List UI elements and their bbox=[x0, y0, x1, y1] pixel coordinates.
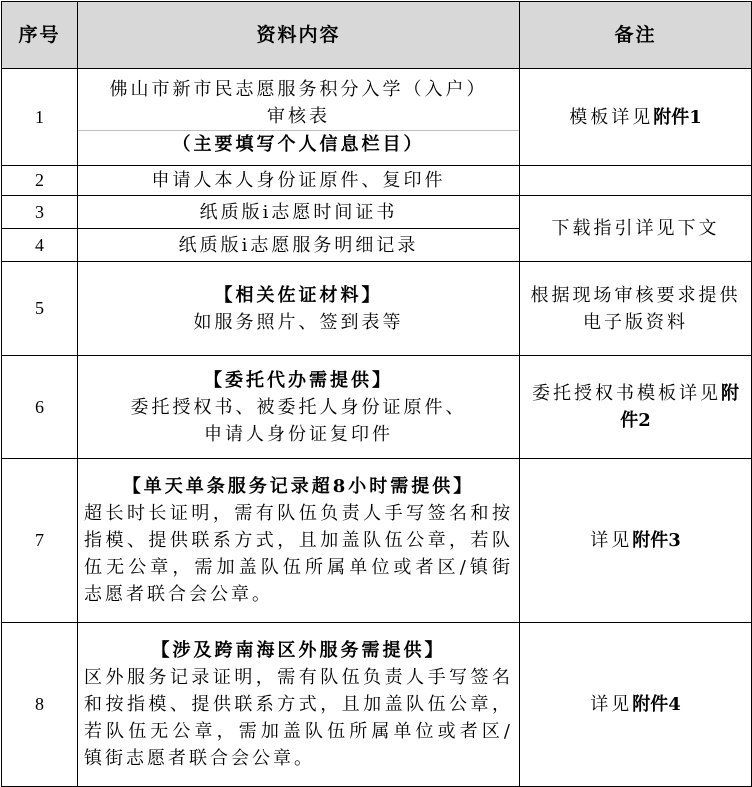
content-paragraph: 超长时长证明，需有队伍负责人手写签名和按指模、提供联系方式，且加盖队伍公章，若队伍无公章，需加盖队伍所属单位或者区/镇街志愿者联合会公章。 bbox=[84, 503, 513, 605]
materials-table bbox=[1, 1, 752, 787]
row-note bbox=[520, 166, 752, 196]
row-content bbox=[78, 459, 520, 623]
content-bold-line: 【单天单条服务记录超8小时需提供】 bbox=[122, 476, 475, 497]
row-content bbox=[78, 69, 520, 166]
row-number: 6 bbox=[2, 356, 78, 459]
table-row bbox=[2, 459, 752, 623]
row-note bbox=[520, 69, 752, 166]
content-bold-line: 【相关佐证材料】 bbox=[214, 284, 383, 306]
content-paragraph: 区外服务记录证明，需有队伍负责人手写签名和按指模、提供联系方式，且加盖队伍公章，若队伍无公章，需加盖队伍所属单位或者区/镇街志愿者联合会公章。 bbox=[84, 667, 513, 769]
header-row bbox=[2, 2, 752, 69]
content-line: 审核表 bbox=[267, 106, 330, 127]
row-content: 纸质版i志愿时间证书 bbox=[78, 196, 520, 229]
note-attachment: 附件4 bbox=[632, 694, 681, 715]
table-row bbox=[2, 166, 752, 196]
row-note bbox=[520, 623, 752, 787]
note-attachment: 附件2 bbox=[620, 383, 739, 431]
row-number: 4 bbox=[2, 229, 78, 262]
header-no: 序号 bbox=[2, 2, 78, 69]
note-text: 详见 bbox=[590, 694, 633, 715]
content-bold-line: 【涉及跨南海区外服务需提供】 bbox=[151, 640, 446, 661]
table-row bbox=[2, 196, 752, 229]
table-row bbox=[2, 623, 752, 787]
content-line: 委托授权书、被委托人身份证原件、 bbox=[130, 396, 467, 418]
note-text: 模板详见 bbox=[569, 106, 654, 128]
table-row bbox=[2, 69, 752, 166]
header-content: 资料内容 bbox=[78, 2, 520, 69]
note-attachment: 附件3 bbox=[632, 530, 681, 551]
content-line: 如服务照片、签到表等 bbox=[193, 311, 404, 333]
row-content bbox=[78, 623, 520, 787]
content-bold-line: 【委托代办需提供】 bbox=[204, 369, 393, 391]
row-number: 7 bbox=[2, 459, 78, 623]
content-line: 佛山市新市民志愿服务积分入学（入户） bbox=[109, 79, 488, 100]
row-number: 1 bbox=[2, 69, 78, 166]
row-number: 8 bbox=[2, 623, 78, 787]
content-bold-line: （主要填写个人信息栏目） bbox=[172, 134, 425, 155]
row-number: 2 bbox=[2, 166, 78, 196]
row-note: 根据现场审核要求提供电子版资料 bbox=[520, 262, 752, 356]
row-number: 5 bbox=[2, 262, 78, 356]
row-content: 申请人本人身份证原件、复印件 bbox=[78, 166, 520, 196]
note-attachment: 附件1 bbox=[653, 106, 702, 128]
note-text: 详见 bbox=[590, 530, 633, 551]
row-content: 纸质版i志愿服务明细记录 bbox=[78, 229, 520, 262]
row-content bbox=[78, 262, 520, 356]
header-note: 备注 bbox=[520, 2, 752, 69]
table-row bbox=[2, 356, 752, 459]
row-note bbox=[520, 459, 752, 623]
row-note: 下载指引详见下文 bbox=[520, 196, 752, 262]
content-line: 申请人身份证复印件 bbox=[204, 423, 393, 445]
row-note bbox=[520, 356, 752, 459]
row-content bbox=[78, 356, 520, 459]
table-row bbox=[2, 262, 752, 356]
row-number: 3 bbox=[2, 196, 78, 229]
note-text: 委托授权书模板详见 bbox=[532, 383, 721, 404]
